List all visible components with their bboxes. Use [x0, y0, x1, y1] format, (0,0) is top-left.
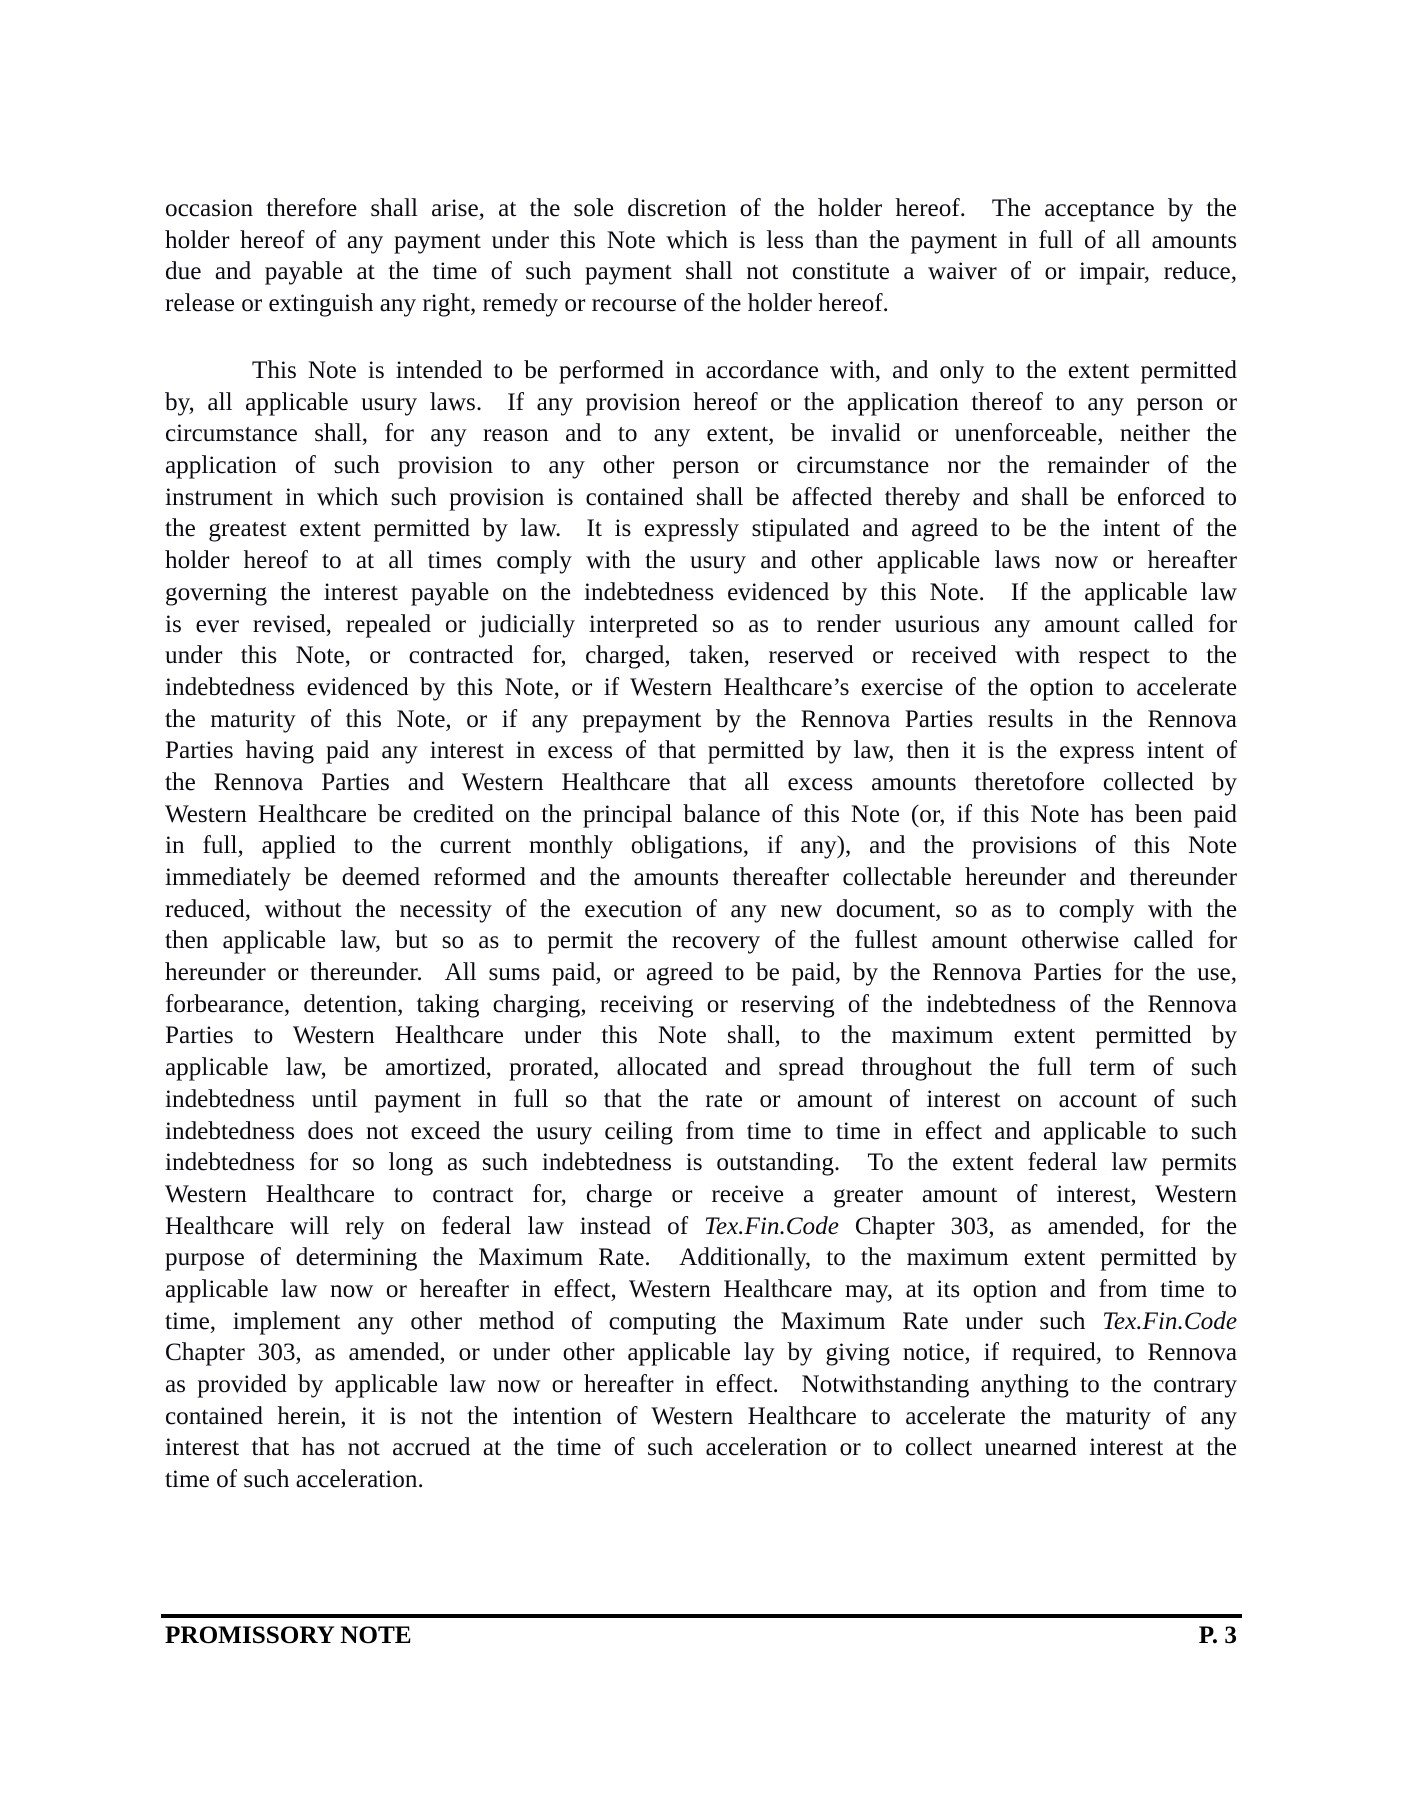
text-line	[165, 387, 1237, 419]
text-line	[165, 609, 1237, 641]
text-line	[165, 513, 1237, 545]
text-line	[165, 288, 1237, 320]
text-line	[165, 1369, 1237, 1401]
text-line	[165, 482, 1237, 514]
paragraph-payment-acceptance	[165, 193, 1237, 320]
text-line	[165, 418, 1237, 450]
text-line	[165, 193, 1237, 225]
text-line	[165, 1116, 1237, 1148]
text-segment: holder hereof to at all times comply with the usury and other applicable laws now or hereafter	[165, 547, 1237, 575]
text-line	[165, 1242, 1237, 1274]
text-line	[165, 225, 1237, 257]
text-line	[165, 1179, 1237, 1211]
text-line	[165, 256, 1237, 288]
text-segment: time of such acceleration.	[165, 1466, 424, 1494]
text-line	[165, 450, 1237, 482]
text-segment: governing the interest payable on the indebtedness evidenced by this Note. If the applicable law	[165, 578, 1237, 606]
text-line	[165, 1147, 1237, 1179]
text-line	[165, 1337, 1237, 1369]
text-segment: as provided by applicable law now or hereafter in effect. Notwithstanding anything to the contrary	[165, 1371, 1237, 1398]
text-segment: Western Healthcare to contract for, charge or receive a greater amount of interest, Western	[165, 1180, 1237, 1208]
paragraph-usury-compliance	[165, 355, 1237, 1496]
text-segment: hereunder or thereunder. All sums paid, or agreed to be paid, by the Rennova Parties for the use,	[165, 959, 1237, 987]
text-segment: Parties having paid any interest in excess of that permitted by law, then it is the express intent of	[165, 737, 1237, 765]
text-segment: This Note is intended to be performed in accordance with, and only to the extent permitted	[252, 357, 1237, 384]
text-line	[165, 830, 1237, 862]
footer-document-title: PROMISSORY NOTE	[165, 1622, 412, 1649]
text-segment: circumstance shall, for any reason and to any extent, be invalid or unenforceable, neither the	[165, 420, 1237, 448]
text-segment: then applicable law, but so as to permit the recovery of the fullest amount otherwise called for	[165, 927, 1237, 955]
text-segment: the Rennova Parties and Western Healthcare that all excess amounts theretofore collected by	[165, 768, 1237, 796]
text-segment: Chapter 303, as amended, for the	[838, 1212, 1238, 1240]
text-segment: Chapter 303, as amended, or under other applicable lay by giving notice, if required, to Rennova	[165, 1339, 1237, 1367]
footer-page-number: P. 3	[1198, 1622, 1237, 1649]
text-segment: purpose of determining the Maximum Rate. Additionally, to the maximum extent permitted by	[165, 1244, 1237, 1272]
text-segment: Parties to Western Healthcare under this Note shall, to the maximum extent permitted by	[165, 1022, 1237, 1050]
text-line	[165, 925, 1237, 957]
text-segment: application of such provision to any other person or circumstance nor the remainder of the	[165, 452, 1237, 480]
text-segment: Western Healthcare be credited on the principal balance of this Note (or, if this Note has been paid	[165, 800, 1237, 828]
text-line	[165, 1211, 1237, 1243]
text-segment: indebtedness for so long as such indebtedness is outstanding. To the extent federal law permits	[165, 1149, 1237, 1177]
text-segment: holder hereof of any payment under this Note which is less than the payment in full of all amounts	[165, 226, 1237, 254]
text-segment: indebtedness evidenced by this Note, or if Western Healthcare’s exercise of the option to accelerate	[165, 673, 1237, 701]
text-line	[165, 672, 1237, 704]
text-line	[165, 640, 1237, 672]
text-line	[165, 545, 1237, 577]
text-line	[165, 1084, 1237, 1116]
text-line	[165, 355, 1237, 387]
text-segment: reduced, without the necessity of the execution of any new document, so as to comply with the	[165, 895, 1237, 923]
text-segment: is ever revised, repealed or judicially interpreted so as to render usurious any amount called for	[165, 610, 1237, 638]
text-segment: forbearance, detention, taking charging, receiving or reserving of the indebtedness of the Rennova	[165, 990, 1237, 1018]
footer-rule	[161, 1614, 1242, 1618]
text-segment: by, all applicable usury laws. If any provision hereof or the application thereof to any person or	[165, 388, 1237, 416]
text-segment: under this Note, or contracted for, charged, taken, reserved or received with respect to the	[165, 642, 1237, 670]
italic-citation: Tex.Fin.Code	[704, 1212, 839, 1240]
text-line	[165, 957, 1237, 989]
text-line	[165, 577, 1237, 609]
text-segment: indebtedness does not exceed the usury ceiling from time to time in effect and applicable to such	[165, 1117, 1237, 1145]
text-segment: in full, applied to the current monthly obligations, if any), and the provisions of this Note	[165, 832, 1237, 860]
text-segment: interest that has not accrued at the time of such acceleration or to collect unearned interest at the	[165, 1434, 1237, 1462]
text-line	[165, 862, 1237, 894]
text-line	[165, 1052, 1237, 1084]
text-segment: applicable law now or hereafter in effect, Western Healthcare may, at its option and from time to	[165, 1275, 1237, 1303]
text-segment: occasion therefore shall arise, at the sole discretion of the holder hereof. The acceptance by the	[165, 195, 1237, 222]
text-line	[165, 1306, 1237, 1338]
text-segment: contained herein, it is not the intention of Western Healthcare to accelerate the maturity of any	[165, 1402, 1237, 1430]
text-segment: due and payable at the time of such payment shall not constitute a waiver of or impair, reduce,	[165, 258, 1237, 286]
italic-citation: Tex.Fin.Code	[1102, 1307, 1237, 1335]
text-line	[165, 1464, 1237, 1496]
text-line	[165, 799, 1237, 831]
text-line	[165, 1020, 1237, 1052]
text-line	[165, 1432, 1237, 1464]
text-line	[165, 767, 1237, 799]
text-segment: time, implement any other method of computing the Maximum Rate under such	[165, 1307, 1103, 1335]
text-segment: indebtedness until payment in full so that the rate or amount of interest on account of such	[165, 1085, 1237, 1113]
text-segment: release or extinguish any right, remedy or recourse of the holder hereof.	[165, 290, 889, 318]
text-segment: applicable law, be amortized, prorated, allocated and spread throughout the full term of such	[165, 1054, 1237, 1082]
text-line	[165, 1401, 1237, 1433]
text-line	[165, 704, 1237, 736]
text-segment: the greatest extent permitted by law. It is expressly stipulated and agreed to be the intent of the	[165, 515, 1237, 543]
text-line	[165, 989, 1237, 1021]
text-segment: immediately be deemed reformed and the amounts thereafter collectable hereunder and thereunder	[165, 864, 1237, 891]
text-segment: instrument in which such provision is contained shall be affected thereby and shall be enforced to	[165, 483, 1237, 511]
text-segment: Healthcare will rely on federal law instead of	[165, 1212, 705, 1240]
text-line	[165, 1274, 1237, 1306]
text-line	[165, 894, 1237, 926]
text-line	[165, 735, 1237, 767]
text-segment: the maturity of this Note, or if any prepayment by the Rennova Parties results in the Rennova	[165, 705, 1237, 733]
